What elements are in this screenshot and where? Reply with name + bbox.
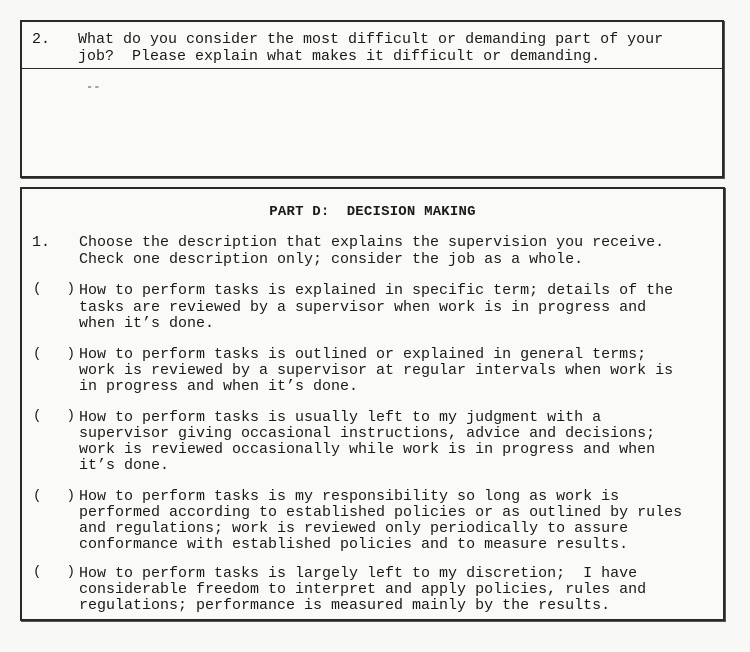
question-2-number: 2. [32, 31, 51, 48]
part-d-heading: PART D: DECISION MAKING [269, 204, 476, 220]
option-2-line-1: How to perform tasks is outlined or explained in general terms; [79, 346, 647, 363]
option-3-line-2: supervisor giving occasional instructions, advice and decisions; [79, 425, 656, 442]
option-4-line-3: and regulations; work is reviewed only periodically to assure [79, 520, 629, 537]
option-1-line-3: when it’s done. [79, 315, 215, 332]
question-2-box [20, 20, 724, 178]
option-3-checkbox[interactable]: ( ) [33, 408, 76, 424]
option-1-checkbox[interactable]: ( ) [33, 281, 76, 297]
option-4-line-1: How to perform tasks is my responsibility so long as work is [79, 488, 620, 505]
option-1-line-1: How to perform tasks is explained in specific term; details of the [79, 282, 674, 299]
answer-mark: -- [86, 80, 101, 94]
option-5-line-3: regulations; performance is measured mainly by the results. [79, 597, 611, 614]
question-2-answer-area[interactable] [22, 70, 722, 176]
question-2-header [22, 22, 722, 69]
option-4-line-4: conformance with established policies and to measure results. [79, 536, 629, 553]
question-2-text-line-2: job? Please explain what makes it difficult or demanding. [78, 48, 601, 65]
question-2-text-line-1: What do you consider the most difficult or demanding part of your [78, 31, 664, 48]
option-2-checkbox[interactable]: ( ) [33, 346, 76, 362]
question-1-text-line-2: Check one description only; consider the job as a whole. [79, 251, 584, 268]
option-3-line-4: it’s done. [79, 457, 170, 474]
part-d-box [20, 187, 725, 621]
option-5-line-2: considerable freedom to interpret and apply policies, rules and [79, 581, 647, 598]
option-5-line-1: How to perform tasks is largely left to my discretion; I have [79, 565, 638, 582]
option-3-line-3: work is reviewed occasionally while work is in progress and when [79, 441, 656, 458]
option-3-line-1: How to perform tasks is usually left to my judgment with a [79, 409, 602, 426]
question-1-text-line-1: Choose the description that explains the supervision you receive. [79, 234, 665, 251]
option-5-checkbox[interactable]: ( ) [33, 564, 76, 580]
option-2-line-3: in progress and when it’s done. [79, 378, 359, 395]
question-1-number: 1. [32, 234, 51, 251]
option-4-line-2: performed according to established policies or as outlined by rules [79, 504, 683, 521]
option-2-line-2: work is reviewed by a supervisor at regular intervals when work is [79, 362, 674, 379]
option-1-line-2: tasks are reviewed by a supervisor when work is in progress and [79, 299, 647, 316]
option-4-checkbox[interactable]: ( ) [33, 488, 76, 504]
